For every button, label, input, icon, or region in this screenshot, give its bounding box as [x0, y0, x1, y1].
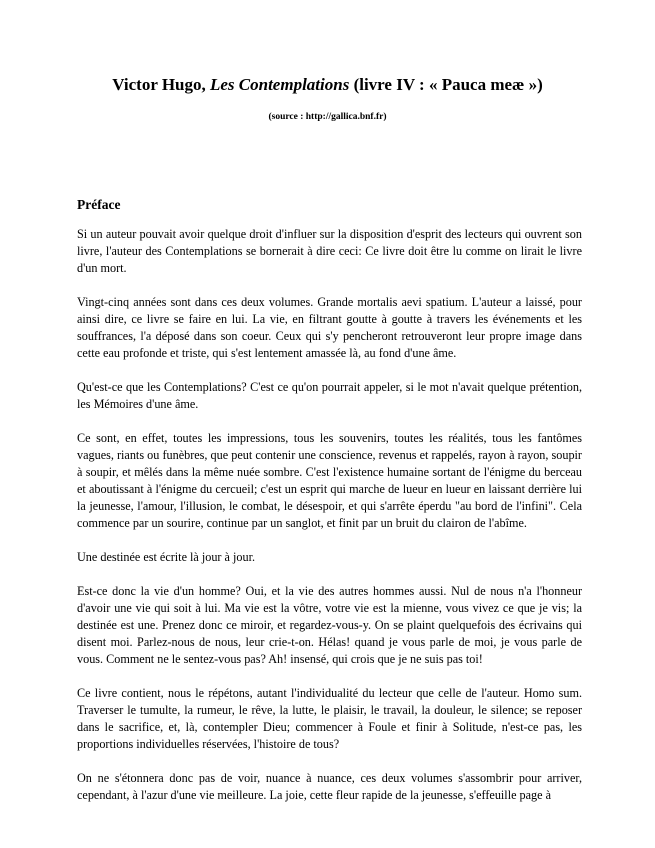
- title-work: Les Contemplations: [210, 75, 350, 94]
- paragraph: Si un auteur pouvait avoir quelque droit d'influer sur la disposition d'esprit des lecteurs qui ouvrent son livre, l'auteur des Contemplations se bornerait à dire ceci: Ce livre doit être lu comme on lirait le livre d'un mort.: [77, 227, 582, 275]
- paragraph: Qu'est-ce que les Contemplations? C'est ce qu'on pourrait appeler, si le mot n'avait quelque prétention, les Mémoires d'une âme.: [77, 380, 582, 411]
- title-author: Victor Hugo,: [112, 75, 206, 94]
- document-title: [0, 75, 655, 95]
- paragraph: Vingt-cinq années sont dans ces deux volumes. Grande mortalis aevi spatium. L'auteur a laissé, pour ainsi dire, ce livre se faire en lui. La vie, en filtrant goutte à goutte à travers les événements et les souffrances, l'a déposé dans son coeur. Ceux qui s'y pencheront retrouveront leur propre image dans cette eau profonde et triste, qui s'est lentement amassée là, au fond d'une âme.: [77, 295, 582, 360]
- section-heading: Préface: [77, 197, 121, 212]
- document-body: [77, 226, 582, 804]
- source-note: (source : http://gallica.bnf.fr): [268, 112, 387, 122]
- paragraph: Une destinée est écrite là jour à jour.: [77, 550, 256, 564]
- paragraph: Ce sont, en effet, toutes les impressions, tous les souvenirs, toutes les réalités, tous les fantômes vagues, riants ou funèbres, que peut contenir une conscience, revenus et rappelés, rayon à rayon, soupir à soupir, et mêlés dans la même nuée sombre. C'est l'existence humaine sortant de l'énigme du berceau et aboutissant à l'énigme du cercueil; c'est un esprit qui marche de lueur en lueur en laissant derrière lui la jeunesse, l'amour, l'illusion, le combat, le désespoir, et qui s'arrête éperdu "au bord de l'infini". Cela commence par un sourire, continue par un sanglot, et finit par un bruit du clairon de l'abîme.: [77, 431, 582, 530]
- paragraph: Ce livre contient, nous le répétons, autant l'individualité du lecteur que celle de l'auteur. Homo sum. Traverser le tumulte, la rumeur, le rêve, la lutte, le plaisir, le travail, la douleur, le silence; se reposer dans le sacrifice, et, là, contempler Dieu; commencer à Foule et finir à Solitude, n'est-ce pas, les proportions individuelles réservées, l'histoire de tous?: [77, 686, 582, 751]
- paragraph: On ne s'étonnera donc pas de voir, nuance à nuance, ces deux volumes s'assombrir pour arriver, cependant, à l'azur d'une vie meilleure. La joie, cette fleur rapide de la jeunesse, s'effeuille page à: [77, 771, 582, 802]
- title-book: (livre IV : « Pauca meæ »): [353, 75, 543, 94]
- paragraph: Est-ce donc la vie d'un homme? Oui, et la vie des autres hommes aussi. Nul de nous n'a l'honneur d'avoir une vie qui soit à lui. Ma vie est la vôtre, votre vie est la mienne, vous vivez ce que je vis; la destinée est une. Prenez donc ce miroir, et regardez-vous-y. On se plaint quelquefois des écrivains qui disent moi. Parlez-nous de nous, leur crie-t-on. Hélas! quand je vous parle de moi, je vous parle de vous. Comment ne le sentez-vous pas? Ah! insensé, qui crois que je ne suis pas toi!: [77, 584, 582, 666]
